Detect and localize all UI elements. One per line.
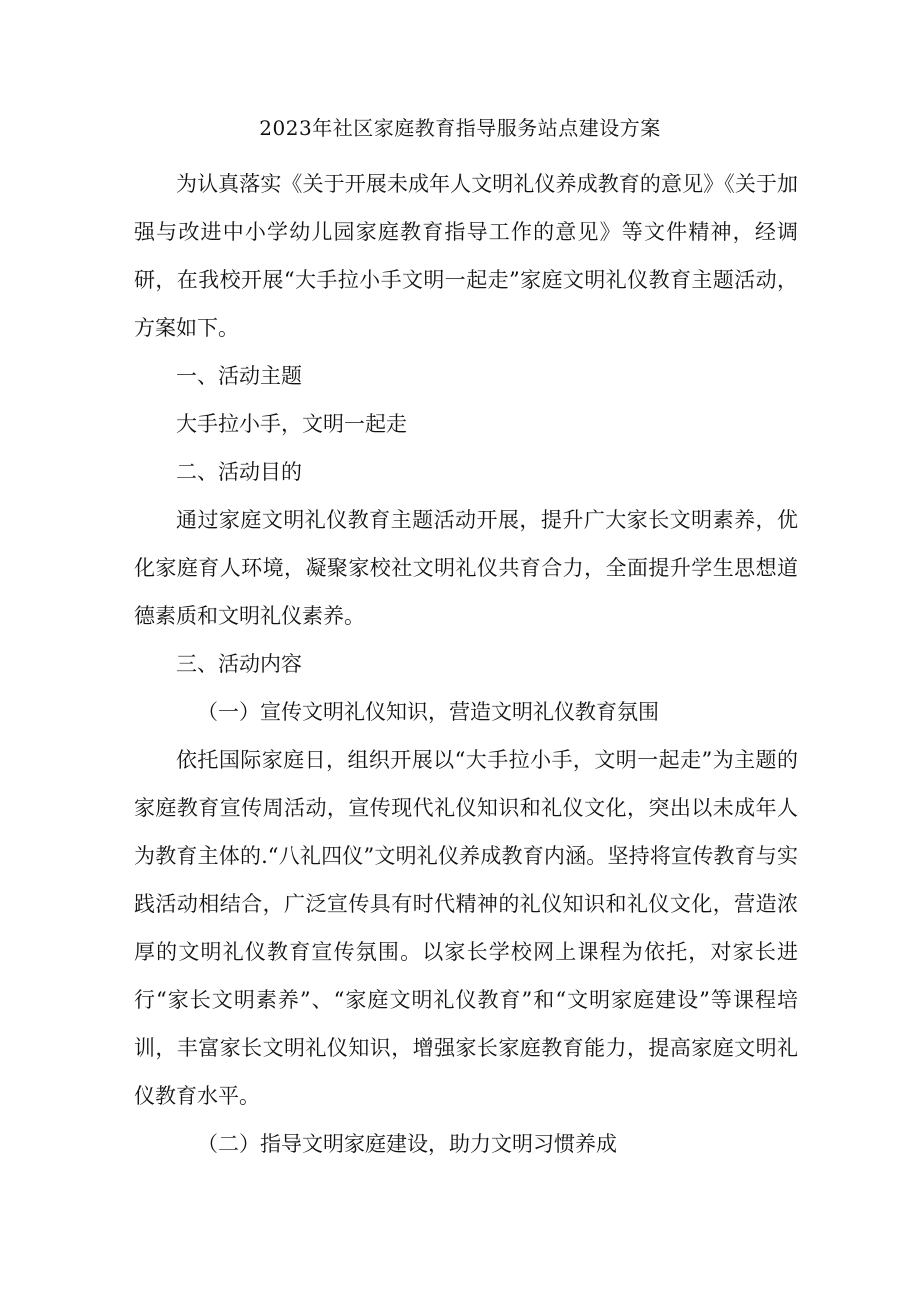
subsection-heading-1: （一）宣传文明礼仪知识，营造文明礼仪教育氛围 bbox=[197, 700, 659, 724]
document-title: 2023年社区家庭教育指导服务站点建设方案 bbox=[259, 116, 661, 140]
document-body bbox=[134, 160, 798, 1168]
subsection-heading-2: （二）指导文明家庭建设，助力文明习惯养成 bbox=[197, 1132, 617, 1156]
theme-paragraph: 大手拉小手，文明一起走 bbox=[176, 412, 407, 436]
purpose-paragraph: 通过家庭文明礼仪教育主题活动开展，提升广大家长文明素养，优化家庭育人环境，凝聚家校社文明礼仪共育合力，全面提升学生思想道德素质和文明礼仪素养。 bbox=[134, 508, 798, 628]
section-heading-content: 三、活动内容 bbox=[176, 652, 302, 676]
section-heading-purpose: 二、活动目的 bbox=[176, 460, 302, 484]
content-paragraph-1: 依托国际家庭日，组织开展以“大手拉小手，文明一起走”为主题的家庭教育宣传周活动，宣传现代礼仪知识和礼仪文化，突出以未成年人为教育主体的.“八礼四仪”文明礼仪养成教育内涵。坚持将宣传教育与实践活动相结合，广泛宣传具有时代精神的礼仪知识和礼仪文化，营造浓厚的文明礼仪教育宣传氛围。以家长学校网上课程为依托，对家长进行“家长文明素养”、“家庭文明礼仪教育”和“文明家庭建设”等课程培训，丰富家长文明礼仪知识，增强家长家庭教育能力，提高家庭文明礼仪教育水平。 bbox=[134, 748, 798, 1108]
section-heading-theme: 一、活动主题 bbox=[176, 364, 302, 388]
intro-paragraph: 为认真落实《关于开展未成年人文明礼仪养成教育的意见》《关于加强与改进中小学幼儿园家庭教育指导工作的意见》等文件精神，经调研，在我校开展“大手拉小手文明一起走”家庭文明礼仪教育主题活动，方案如下。 bbox=[134, 172, 798, 340]
